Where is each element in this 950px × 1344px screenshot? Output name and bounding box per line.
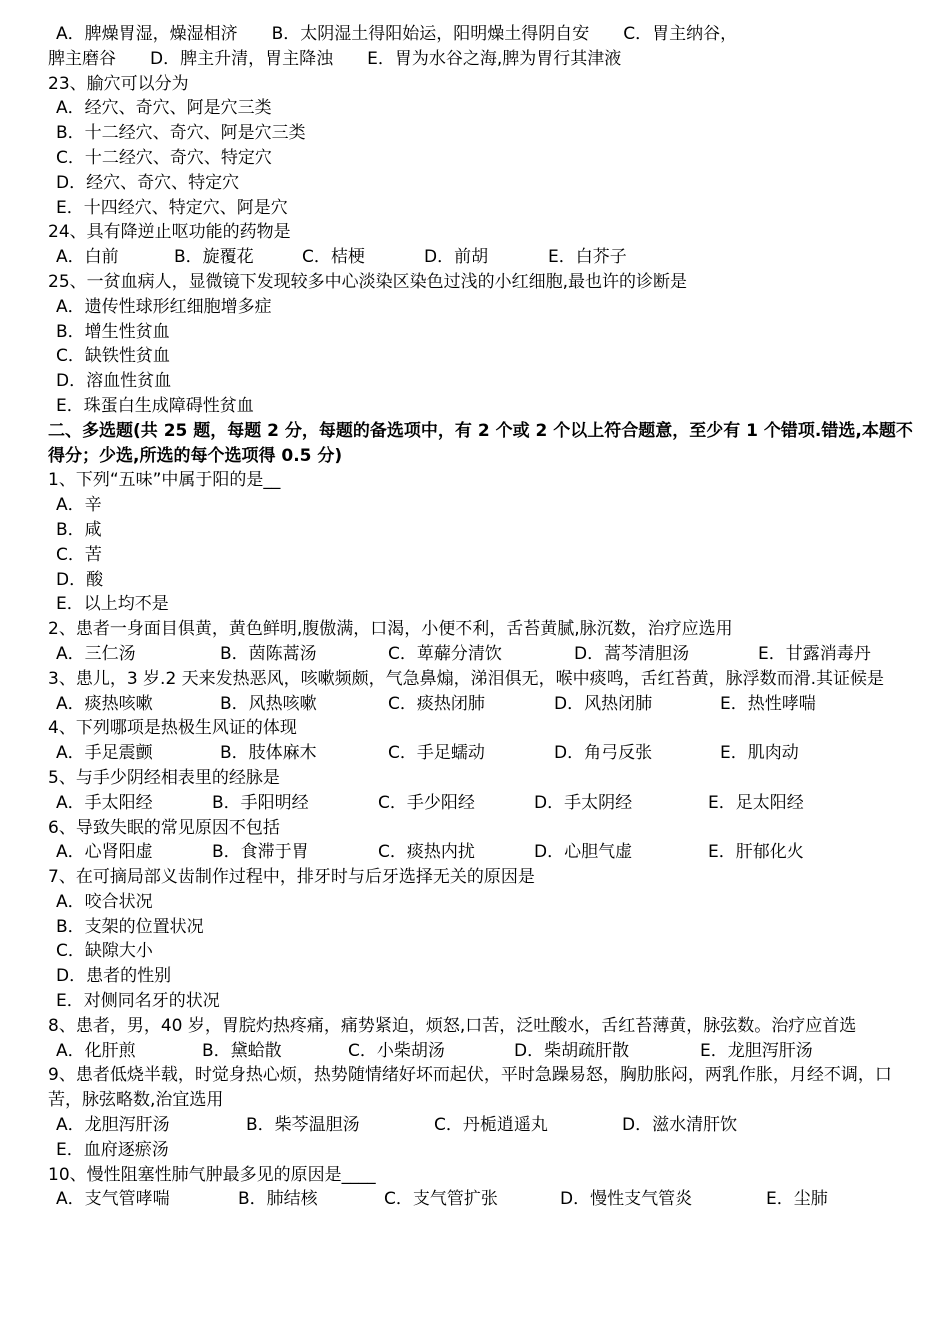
q24-option-b: B．旋覆花 bbox=[174, 247, 254, 268]
q23-option-b: B．十二经穴、奇穴、阿是穴三类 bbox=[56, 123, 306, 144]
m8-option-c: C．小柴胡汤 bbox=[348, 1040, 445, 1061]
m5-option-a: A．手太阳经 bbox=[56, 792, 153, 813]
m6-stem: 6、导致失眠的常见原因不包括 bbox=[48, 817, 280, 838]
m4-options bbox=[48, 741, 922, 766]
m5-options bbox=[48, 791, 922, 816]
m7-option-a: A．咬合状况 bbox=[56, 891, 153, 912]
m10-option-e: E．尘肺 bbox=[766, 1189, 828, 1210]
m2-option-c: C．萆薢分清饮 bbox=[388, 643, 502, 664]
q23-option-c: C．十二经穴、奇穴、特定穴 bbox=[56, 147, 272, 168]
m8-option-a: A．化肝煎 bbox=[56, 1040, 136, 1061]
m8-option-e: E．龙胆泻肝汤 bbox=[700, 1040, 813, 1061]
m7-option-b: B．支架的位置状况 bbox=[56, 916, 204, 937]
q24-stem: 24、具有降逆止呕功能的药物是 bbox=[48, 222, 291, 243]
m3-option-d: D．风热闭肺 bbox=[554, 693, 653, 714]
m2-options bbox=[48, 642, 922, 667]
m3-option-c: C．痰热闭肺 bbox=[388, 693, 485, 714]
m9-option-b: B．柴芩温胆汤 bbox=[246, 1115, 360, 1136]
m3-option-a: A．痰热咳嗽 bbox=[56, 693, 153, 714]
m5-option-c: C．手少阳经 bbox=[378, 792, 475, 813]
q24-option-c: C．桔梗 bbox=[302, 247, 365, 268]
m1-option-b: B．咸 bbox=[56, 519, 102, 540]
m7-option-e: E．对侧同名牙的状况 bbox=[56, 991, 220, 1012]
q24-options bbox=[48, 245, 922, 270]
m1-option-a: A．辛 bbox=[56, 495, 102, 516]
m5-stem: 5、与手少阴经相表里的经脉是 bbox=[48, 767, 280, 788]
q22-options-line-2: 脾主磨谷 D．脾主升清，胃主降浊 E．胃为水谷之海,脾为胃行其津液 bbox=[48, 48, 622, 69]
q24-option-d: D．前胡 bbox=[424, 247, 489, 268]
m9-option-c: C．丹栀逍遥丸 bbox=[434, 1115, 548, 1136]
m2-stem: 2、患者一身面目俱黄，黄色鲜明,腹傲满，口渴，小便不利，舌苔黄腻,脉沉数，治疗应选用 bbox=[48, 619, 733, 640]
m8-stem: 8、患者，男，40 岁，胃脘灼热疼痛，痛势紧迫，烦怒,口苦，泛吐酸水，舌红苔薄黄，脉弦数。治疗应首选 bbox=[48, 1015, 857, 1036]
m4-option-c: C．手足蠕动 bbox=[388, 743, 485, 764]
m2-option-a: A．三仁汤 bbox=[56, 643, 136, 664]
m9-option-d: D．滋水清肝饮 bbox=[622, 1115, 738, 1136]
m10-option-b: B．肺结核 bbox=[238, 1189, 318, 1210]
m10-option-c: C．支气管扩张 bbox=[384, 1189, 498, 1210]
m5-option-d: D．手太阴经 bbox=[534, 792, 633, 813]
m7-option-c: C．缺隙大小 bbox=[56, 941, 153, 962]
m3-options bbox=[48, 692, 922, 717]
m10-stem: 10、慢性阻塞性肺气肿最多见的原因是____ bbox=[48, 1164, 376, 1185]
q22-options-line-1: A．脾燥胃湿，燥湿相济 B．太阴湿土得阳始运，阳明燥土得阴自安 C．胃主纳谷， bbox=[56, 24, 738, 44]
m8-option-b: B．黛蛤散 bbox=[202, 1040, 282, 1061]
m5-option-b: B．手阳明经 bbox=[212, 792, 309, 813]
m4-option-d: D．角弓反张 bbox=[554, 743, 653, 764]
m2-option-e: E．甘露消毒丹 bbox=[758, 643, 871, 664]
q24-option-a: A．白前 bbox=[56, 247, 119, 268]
m7-stem: 7、在可摘局部义齿制作过程中，排牙时与后牙选择无关的原因是 bbox=[48, 867, 535, 888]
m6-option-c: C．痰热内扰 bbox=[378, 842, 475, 863]
m6-option-e: E．肝郁化火 bbox=[708, 842, 804, 863]
m10-option-a: A．支气管哮喘 bbox=[56, 1189, 170, 1210]
m3-option-e: E．热性哮喘 bbox=[720, 693, 816, 714]
q23-option-e: E．十四经穴、特定穴、阿是穴 bbox=[56, 197, 288, 218]
m2-option-b: B．茵陈蒿汤 bbox=[220, 643, 317, 664]
m4-stem: 4、下列哪项是热极生风证的体现 bbox=[48, 718, 297, 739]
m6-option-a: A．心肾阳虚 bbox=[56, 842, 153, 863]
m7-option-d: D．患者的性别 bbox=[56, 966, 172, 987]
m9-options bbox=[48, 1113, 922, 1163]
section-2-heading: 二、多选题(共 25 题，每题 2 分，每题的备选项中，有 2 个或 2 个以上符合题意，至少有 1 个错项.错选,本题不得分；少选,所选的每个选项得 0.5 分) bbox=[48, 420, 913, 466]
m8-option-d: D．柴胡疏肝散 bbox=[514, 1040, 630, 1061]
q23-option-a: A．经穴、奇穴、阿是穴三类 bbox=[56, 98, 272, 119]
q23-stem: 23、腧穴可以分为 bbox=[48, 73, 189, 94]
q23-option-d: D．经穴、奇穴、特定穴 bbox=[56, 172, 240, 193]
m6-options bbox=[48, 840, 922, 865]
m9-option-a: A．龙胆泻肝汤 bbox=[56, 1115, 170, 1136]
m1-option-e: E．以上均不是 bbox=[56, 594, 169, 615]
q25-stem: 25、一贫血病人，显微镜下发现较多中心淡染区染色过浅的小红细胞,最也许的诊断是 bbox=[48, 271, 688, 292]
m2-option-d: D．蒿芩清胆汤 bbox=[574, 643, 690, 664]
m4-option-a: A．手足震颤 bbox=[56, 743, 153, 764]
q25-option-e: E．珠蛋白生成障碍性贫血 bbox=[56, 395, 254, 416]
m1-option-c: C．苦 bbox=[56, 544, 102, 565]
m3-option-b: B．风热咳嗽 bbox=[220, 693, 317, 714]
m4-option-b: B．肢体麻木 bbox=[220, 743, 317, 764]
m5-option-e: E．足太阳经 bbox=[708, 792, 804, 813]
q25-option-a: A．遗传性球形红细胞增多症 bbox=[56, 296, 272, 317]
m8-options bbox=[48, 1039, 922, 1064]
m9-stem: 9、患者低烧半载，时觉身热心烦，热势随情绪好坏而起伏，平时急躁易怒，胸肋胀闷，两乳作胀，月经不调，口苦，脉弦略数,治宜选用 bbox=[48, 1065, 892, 1111]
m6-option-b: B．食滞于胃 bbox=[212, 842, 309, 863]
m4-option-e: E．肌肉动 bbox=[720, 743, 799, 764]
m10-options bbox=[48, 1187, 922, 1212]
m1-option-d: D．酸 bbox=[56, 569, 104, 590]
q24-option-e: E．白芥子 bbox=[548, 247, 627, 268]
m1-stem: 1、下列“五味”中属于阳的是__ bbox=[48, 470, 281, 491]
m9-option-e: E．血府逐瘀汤 bbox=[56, 1139, 169, 1160]
q25-option-b: B．增生性贫血 bbox=[56, 321, 170, 342]
m6-option-d: D．心胆气虚 bbox=[534, 842, 633, 863]
q25-option-d: D．溶血性贫血 bbox=[56, 371, 172, 392]
m10-option-d: D．慢性支气管炎 bbox=[560, 1189, 693, 1210]
m3-stem: 3、患儿，3 岁.2 天来发热恶风，咳嗽频颇，气急鼻煽，涕泪俱无，喉中痰鸣，舌红苔黄，脉浮数而滑.其证候是 bbox=[48, 668, 885, 689]
q25-option-c: C．缺铁性贫血 bbox=[56, 346, 170, 367]
